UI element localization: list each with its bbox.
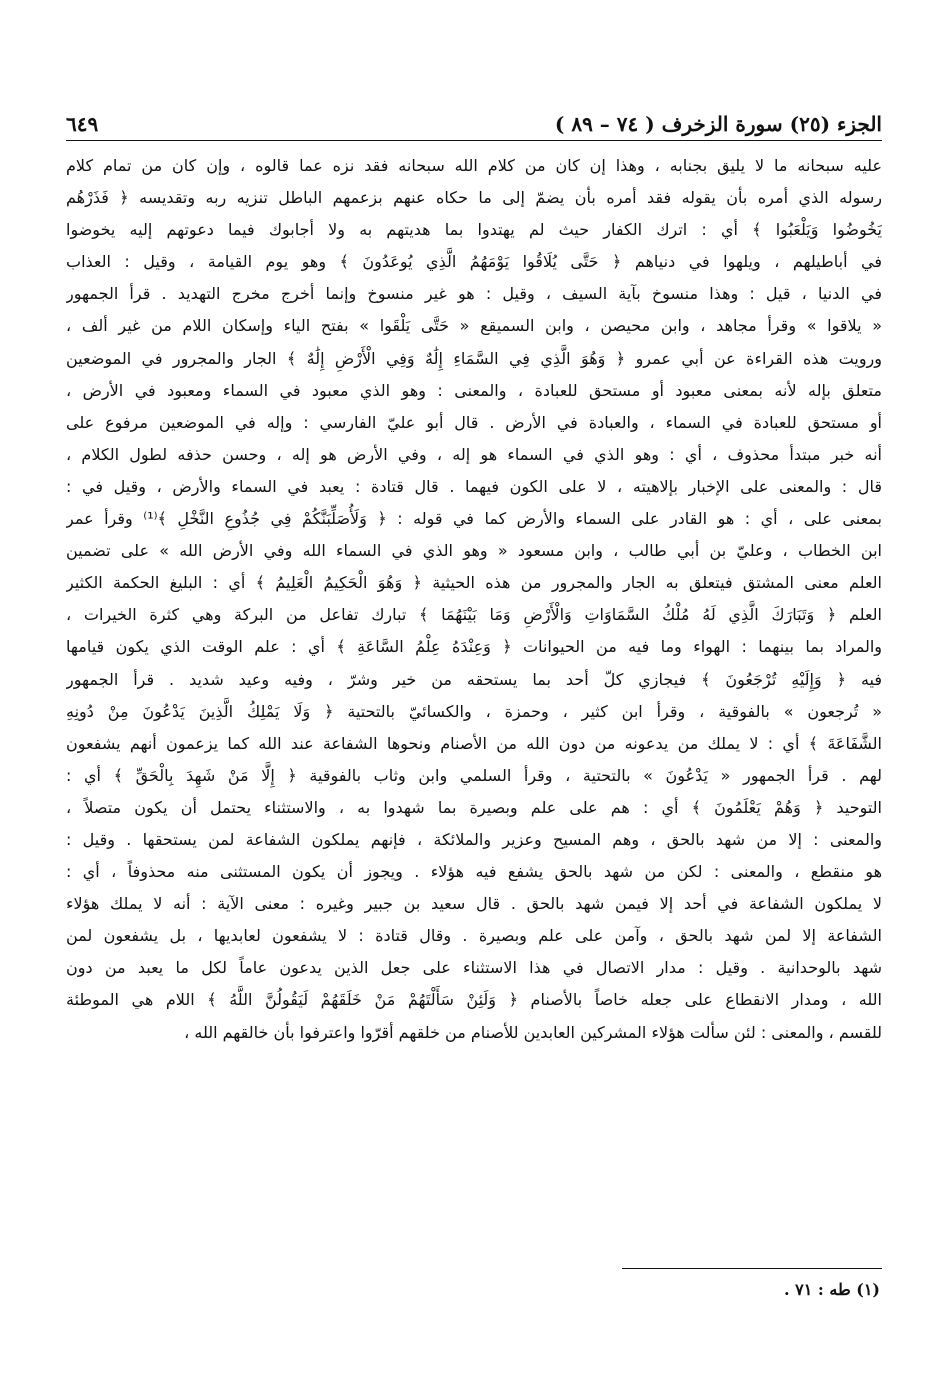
- text-line: أو مستحق للعبادة في السماء ، والعبادة في الأرض . قال أبو عليّ الفارسي : وإله في الموضعين مرفوع على: [66, 412, 882, 432]
- footnote-rule: [622, 1268, 882, 1269]
- text-line: أنه خبر مبتدأ محذوف ، أي : وهو الذي في السماء هو إله ، وفي الأرض هو إله ، وحسن حذفه لطول الكلام ،: [66, 444, 882, 464]
- text-line: « تُرجعون » بالفوقية ، وقرأ ابن كثير ، وحمزة ، والكسائيّ بالتحتية ﴿ وَلَا يَمْلِكُ الَّذِينَ يَدْعُونَ مِنْ دُونِهِ: [66, 701, 882, 721]
- text-line: شهد بالوحدانية . وقيل : مدار الاتصال في هذا الاستثناء على جعل الذين يدعون عاماً لكل ما يعبد من دون: [66, 958, 882, 978]
- page-header: [66, 100, 882, 136]
- text-line: ابن الخطاب ، وعليّ بن أبي طالب ، وابن مسعود « وهو الذي في السماء الله وفي الأرض الله » على تضمين: [66, 541, 882, 561]
- text-line: العلم معنى المشتق فيتعلق به الجار والمجرور من هذه الحيثية ﴿ وَهُوَ الْحَكِيمُ الْعَلِيمُ ﴾ أي : البليغ الحكمة الكثير: [66, 573, 882, 593]
- text-line: الله ، ومدار الانقطاع على جعله خاصاً بالأصنام ﴿ وَلَئِنْ سَأَلْتَهُمْ مَنْ خَلَقَهُمْ لَيَقُولُنَّ اللَّهُ ﴾ اللام هي الموطئة: [66, 990, 882, 1010]
- text-line: هو منقطع ، والمعنى : لكن من شهد بالحق يشفع فيه هؤلاء . ويجوز أن يكون المستثنى منه محذوفاً ، أي :: [66, 862, 882, 882]
- text-line: والمعنى : إلا من شهد بالحق ، وهم المسيح وعزير والملائكة ، فإنهم يملكون الشفاعة لمن يستحقها . وقيل :: [66, 829, 882, 849]
- text-line: « يلاقوا » وقرأ مجاهد ، وابن محيصن ، وابن السميقع « حَتَّى يَلْقَوا » بفتح الياء وإسكان اللام من غير ألف ،: [66, 316, 882, 336]
- text-line: للقسم ، والمعنى : لئن سألت هؤلاء المشركين العابدين للأصنام من خلقهم أقرّوا واعترفوا بأن خالقهم الله ،: [184, 1022, 882, 1042]
- text-line: لهم . قرأ الجمهور « يَدْعُونَ » بالتحتية ، وقرأ السلمي وابن وثاب بالفوقية ﴿ إِلَّا مَنْ شَهِدَ بِالْحَقِّ ﴾ أي :: [66, 765, 882, 785]
- text-line: في الدنيا ، قيل : وهذا منسوخ بآية السيف ، وقيل : هو غير منسوخ وإنما أخرج مخرج التهديد . قرأ الجمهور: [66, 284, 882, 304]
- running-title: الجزء (٢٥) سورة الزخرف ( ٧٤ – ٨٩ ): [554, 112, 882, 136]
- text-line: يَخُوضُوا وَيَلْعَبُوا ﴾ أي : اترك الكفار حيث لم يهتدوا بما هديتهم به ولا أجابوك فيما دعوتهم إليه يخوضوا: [66, 220, 882, 240]
- text-line: لا يملكون الشفاعة في أحد إلا فيمن شهد بالحق . قال سعيد بن جبير وغيره : معنى الآية : أنه لا يملك هؤلاء: [66, 894, 882, 914]
- text-line: فيه ﴿ وَإِلَيْهِ تُرْجَعُونَ ﴾ فيجازي كلّ أحد بما يستحقه من خير وشرّ ، وفيه وعيد شديد . قرأ الجمهور: [66, 669, 882, 689]
- footnote: (١) طه : ٧١ .: [784, 1280, 880, 1299]
- body-text: [66, 150, 882, 1049]
- text-line: عليه سبحانه ما لا يليق بجنابه ، وهذا إن كان من كلام الله سبحانه فقد نزه عما قالوه ، وإن كان من تمام كلام: [66, 156, 882, 175]
- text-line: التوحيد ﴿ وَهُمْ يَعْلَمُونَ ﴾ أي : هم على علم وبصيرة بما شهدوا به ، والاستثناء يحتمل أن يكون متصلاً ،: [66, 797, 882, 817]
- text-line: بمعنى على ، أي : هو القادر على السماء والأرض كما في قوله : ﴿ وَلَأُصَلِّبَنَّكُمْ فِي جُذُوعِ النَّخْلِ ﴾⁽¹⁾ وقرأ عمر: [66, 509, 882, 529]
- text-line: متعلق بإله لأنه بمعنى معبود أو مستحق للعبادة ، والمعنى : وهو الذي معبود في السماء ومعبود في الأرض ،: [66, 380, 882, 400]
- text-line: ورويت هذه القراءة عن أبي عمرو ﴿ وَهُوَ الَّذِي فِي السَّمَاءِ إِلَٰهٌ وَفِي الْأَرْضِ إِلَٰهٌ ﴾ الجار والمجرور في الموضعين: [66, 348, 882, 368]
- text-line: الشفاعة إلا لمن شهد بالحق ، وآمن على علم وبصيرة . وقال قتادة : لا يشفعون لعابديها ، بل يشفعون لمن: [66, 926, 882, 946]
- text-line: رسوله الذي أمره بأن يقوله فقد أمره بأن يضمّ إلى ما حكاه عنهم بزعمهم الباطل تنزيه ربه وتقديسه ﴿ فَذَرْهُم: [66, 188, 882, 208]
- page-number: ٦٤٩: [66, 112, 99, 136]
- text-line: الشَّفَاعَةَ ﴾ أي : لا يملك من يدعونه من دون الله من الأصنام ونحوها الشفاعة عند الله كما يزعمون أنهم يشفعون: [66, 733, 882, 753]
- text-line: قال : والمعنى على الإخبار بإلاهيته ، لا على الكون فيهما . قال قتادة : يعبد في السماء والأرض ، وقيل في :: [66, 476, 882, 496]
- text-line: في أباطيلهم ، ويلهوا في دنياهم ﴿ حَتَّى يُلَاقُوا يَوْمَهُمُ الَّذِي يُوعَدُونَ ﴾ وهو يوم القيامة ، وقيل : العذاب: [66, 252, 882, 272]
- text-line: والمراد بما بينهما : الهواء وما فيه من الحيوانات ﴿ وَعِنْدَهُ عِلْمُ السَّاعَةِ ﴾ أي : علم الوقت الذي يكون قيامها: [66, 637, 882, 657]
- text-line: العلم ﴿ وَتَبَارَكَ الَّذِي لَهُ مُلْكُ السَّمَاوَاتِ وَالْأَرْضِ وَمَا بَيْنَهُمَا ﴾ تبارك تفاعل من البركة وهي كثرة الخيرات ،: [66, 605, 882, 625]
- header-rule: [66, 140, 882, 141]
